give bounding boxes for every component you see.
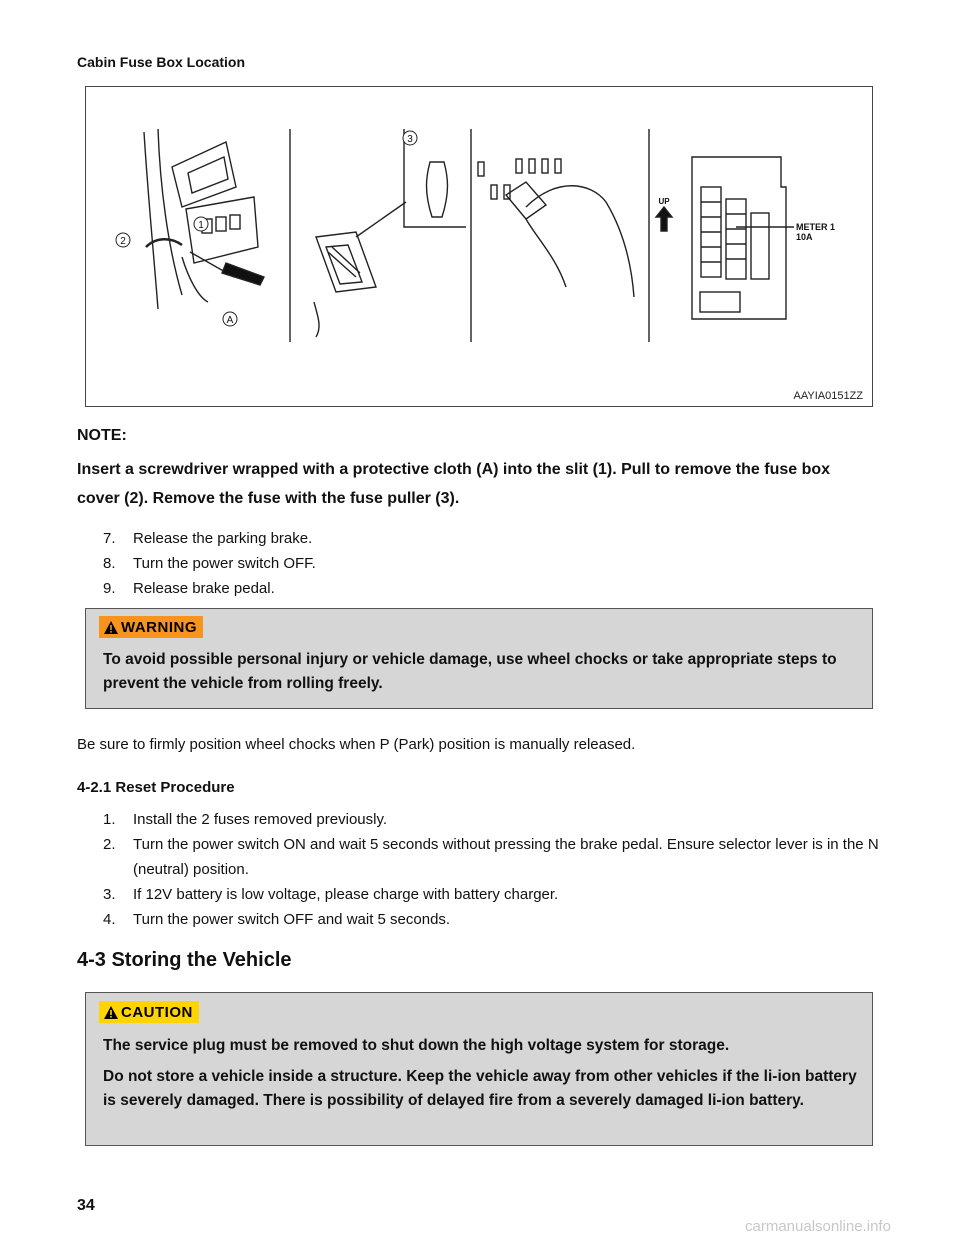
- list-item: 9. Release brake pedal.: [103, 580, 275, 597]
- fuse-box-illustration: [86, 87, 874, 408]
- reset-heading: 4-2.1 Reset Procedure: [77, 779, 235, 796]
- warning-text: To avoid possible personal injury or vehicle damage, use wheel chocks or take appropriate steps to prevent the vehicle from rolling freely.: [103, 651, 837, 692]
- list-item: 8. Turn the power switch OFF.: [103, 555, 316, 572]
- figure-caption: Cabin Fuse Box Location: [77, 54, 246, 70]
- steps-list: [103, 526, 883, 601]
- list-item: 1. Install the 2 fuses removed previously.: [103, 811, 388, 828]
- caution-text-2: Do not store a vehicle inside a structure. Keep the vehicle away from other vehicles if the li-ion battery is severely damaged. There is possibility of delayed fire from a severely damaged li-ion battery.: [103, 1068, 857, 1109]
- note-heading: NOTE:: [77, 427, 127, 444]
- watermark: carmanualsonline.info: [745, 1218, 891, 1235]
- meter-label: METER 1: [796, 222, 836, 232]
- callout-1: 1: [198, 220, 204, 231]
- callout-2: 2: [120, 236, 126, 247]
- caution-text-1: The service plug must be removed to shut down the high voltage system for storage.: [103, 1037, 730, 1054]
- caution-badge: CAUTION: [99, 1001, 199, 1023]
- list-item: 3. If 12V battery is low voltage, please charge with battery charger.: [103, 886, 559, 903]
- callout-a: A: [226, 315, 234, 326]
- warning-triangle-icon: [104, 621, 118, 634]
- note-text: Insert a screwdriver wrapped with a protective cloth (A) into the slit (1). Pull to remove the fuse box cover (2). Remove the fuse with the fuse puller (3).: [77, 461, 831, 507]
- list-item: 7. Release the parking brake.: [103, 530, 313, 547]
- section-heading: 4-3 Storing the Vehicle: [77, 949, 292, 971]
- figure-id: AAYIA0151ZZ: [793, 390, 863, 402]
- callout-3: 3: [407, 134, 413, 145]
- warning-badge: WARNING: [99, 616, 203, 638]
- page-number: 34: [77, 1197, 95, 1214]
- list-item: 2. Turn the power switch ON and wait 5 seconds without pressing the brake pedal. Ensure selector lever is in the N (neutral) position.: [103, 836, 879, 878]
- caution-box: [85, 992, 873, 1146]
- wheel-chock-text: Be sure to firmly position wheel chocks when P (Park) position is manually released.: [77, 736, 636, 753]
- meter-rating: 10A: [796, 232, 813, 242]
- caution-triangle-icon: [104, 1006, 118, 1019]
- warning-box: [85, 608, 873, 709]
- up-label: UP: [658, 197, 670, 206]
- reset-steps: [103, 807, 883, 932]
- fuse-box-figure: [85, 86, 873, 407]
- list-item: 4. Turn the power switch OFF and wait 5 seconds.: [103, 911, 451, 928]
